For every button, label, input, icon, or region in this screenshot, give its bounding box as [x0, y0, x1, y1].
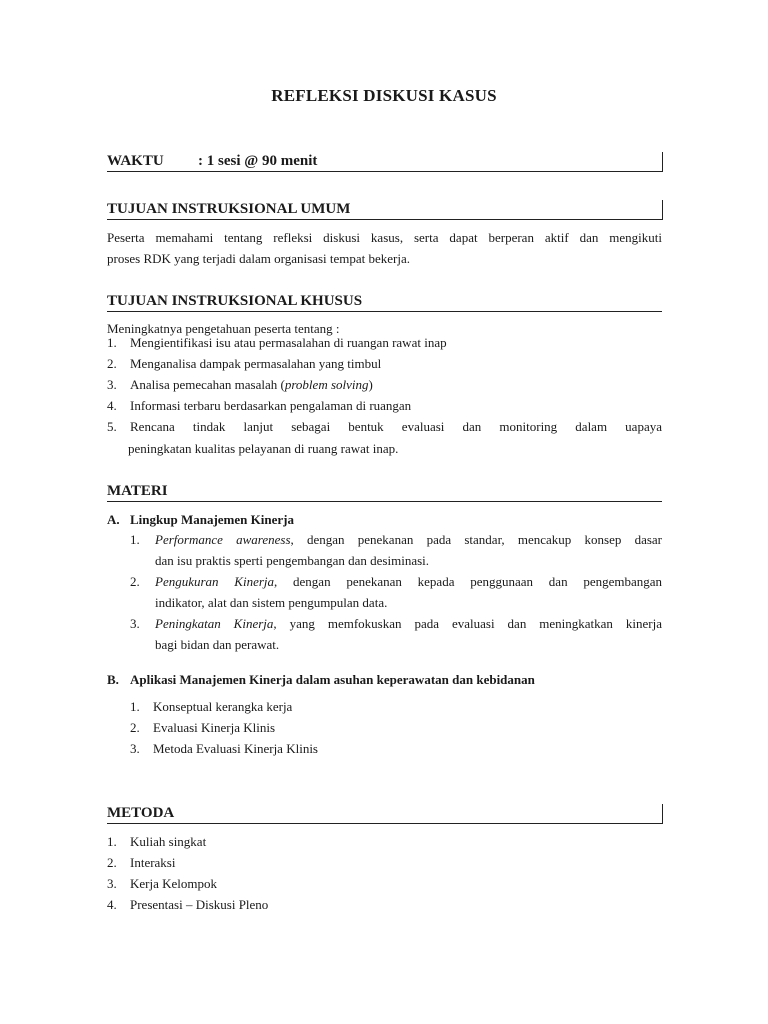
tik-heading: TUJUAN INSTRUKSIONAL KHUSUS	[107, 292, 662, 312]
metoda-item-2-number: 2.	[107, 855, 117, 870]
metoda-item-4-number: 4.	[107, 897, 117, 912]
metoda-item-4: Presentasi – Diskusi Pleno	[130, 897, 269, 912]
tik-item-5-number: 5.	[107, 419, 117, 434]
tik-item-3-number: 3.	[107, 377, 117, 392]
materi-b-item-2: Evaluasi Kinerja Klinis	[153, 720, 276, 735]
tik-item-4-number: 4.	[107, 398, 117, 413]
materi-a-item-3-number: 3.	[130, 616, 140, 631]
tik-item-5-continued: peningkatan kualitas pelayanan di ruang rawat inap.	[128, 441, 399, 456]
tik-item-1: Mengientifikasi isu atau permasalahan di ruangan rawat inap	[130, 335, 447, 350]
materi-b-item-1-number: 1.	[130, 699, 140, 714]
materi-a-item-3-text: , yang memfokuskan pada evaluasi dan meningkatkan kinerja	[273, 616, 662, 631]
materi-b-item-1: Konseptual kerangka kerja	[153, 699, 293, 714]
materi-a-item-2-text: , dengan penekanan kepada penggunaan dan pengembangan	[274, 574, 663, 589]
waktu-label: WAKTU	[107, 153, 164, 169]
materi-a-title: Lingkup Manajemen Kinerja	[130, 512, 294, 527]
materi-heading: MATERI	[107, 482, 662, 502]
materi-a-item-2	[155, 574, 662, 590]
tiu-heading: TUJUAN INSTRUKSIONAL UMUM	[107, 200, 663, 220]
waktu-heading	[107, 152, 663, 172]
tiu-paragraph-line-2: proses RDK yang terjadi dalam organisasi tempat bekerja.	[107, 251, 411, 266]
metoda-item-1: Kuliah singkat	[130, 834, 207, 849]
materi-a-item-2-emphasis: Pengukuran Kinerja	[155, 574, 275, 589]
materi-a-item-1-text: , dengan penekanan pada standar, mencakup konsep dasar	[290, 532, 663, 547]
materi-b-item-3: Metoda Evaluasi Kinerja Klinis	[153, 741, 318, 756]
metoda-item-2: Interaksi	[130, 855, 176, 870]
materi-a-item-1-continued: dan isu praktis sperti pengembangan dan desiminasi.	[155, 553, 430, 568]
materi-b-item-3-number: 3.	[130, 741, 140, 756]
metoda-heading: METODA	[107, 804, 663, 824]
tik-item-3	[130, 377, 373, 393]
metoda-item-1-number: 1.	[107, 834, 117, 849]
materi-a-item-1-number: 1.	[130, 532, 140, 547]
tik-item-3-post: )	[368, 377, 373, 392]
materi-a-label: A.	[107, 512, 120, 527]
tik-intro: Meningkatnya pengetahuan peserta tentang :	[107, 321, 340, 336]
materi-a-item-1-emphasis: Performance awareness	[155, 532, 291, 547]
tiu-paragraph-line-1: Peserta memahami tentang refleksi diskusi kasus, serta dapat berperan aktif dan mengikuti	[107, 230, 662, 245]
document-title: REFLEKSI DISKUSI KASUS	[271, 86, 497, 105]
tik-item-1-number: 1.	[107, 335, 117, 350]
materi-a-item-3-continued: bagi bidan dan perawat.	[155, 637, 280, 652]
tik-item-3-emphasis: problem solving	[284, 377, 369, 392]
tik-item-5: Rencana tindak lanjut sebagai bentuk evaluasi dan monitoring dalam uapaya	[130, 419, 662, 434]
materi-b-title: Aplikasi Manajemen Kinerja dalam asuhan keperawatan dan kebidanan	[130, 672, 535, 687]
tik-item-4: Informasi terbaru berdasarkan pengalaman di ruangan	[130, 398, 412, 413]
tik-item-2: Menganalisa dampak permasalahan yang timbul	[130, 356, 382, 371]
materi-a-item-3	[155, 616, 662, 632]
materi-b-item-2-number: 2.	[130, 720, 140, 735]
materi-b-label: B.	[107, 672, 119, 687]
metoda-item-3-number: 3.	[107, 876, 117, 891]
materi-a-item-2-continued: indikator, alat dan sistem pengumpulan data.	[155, 595, 388, 610]
metoda-item-3: Kerja Kelompok	[130, 876, 218, 891]
materi-a-item-2-number: 2.	[130, 574, 140, 589]
tik-item-3-pre: Analisa pemecahan masalah (	[130, 377, 285, 392]
materi-a-item-3-emphasis: Peningkatan Kinerja	[155, 616, 274, 631]
waktu-value: : 1 sesi @ 90 menit	[198, 153, 318, 169]
tik-item-2-number: 2.	[107, 356, 117, 371]
materi-a-item-1	[155, 532, 662, 548]
